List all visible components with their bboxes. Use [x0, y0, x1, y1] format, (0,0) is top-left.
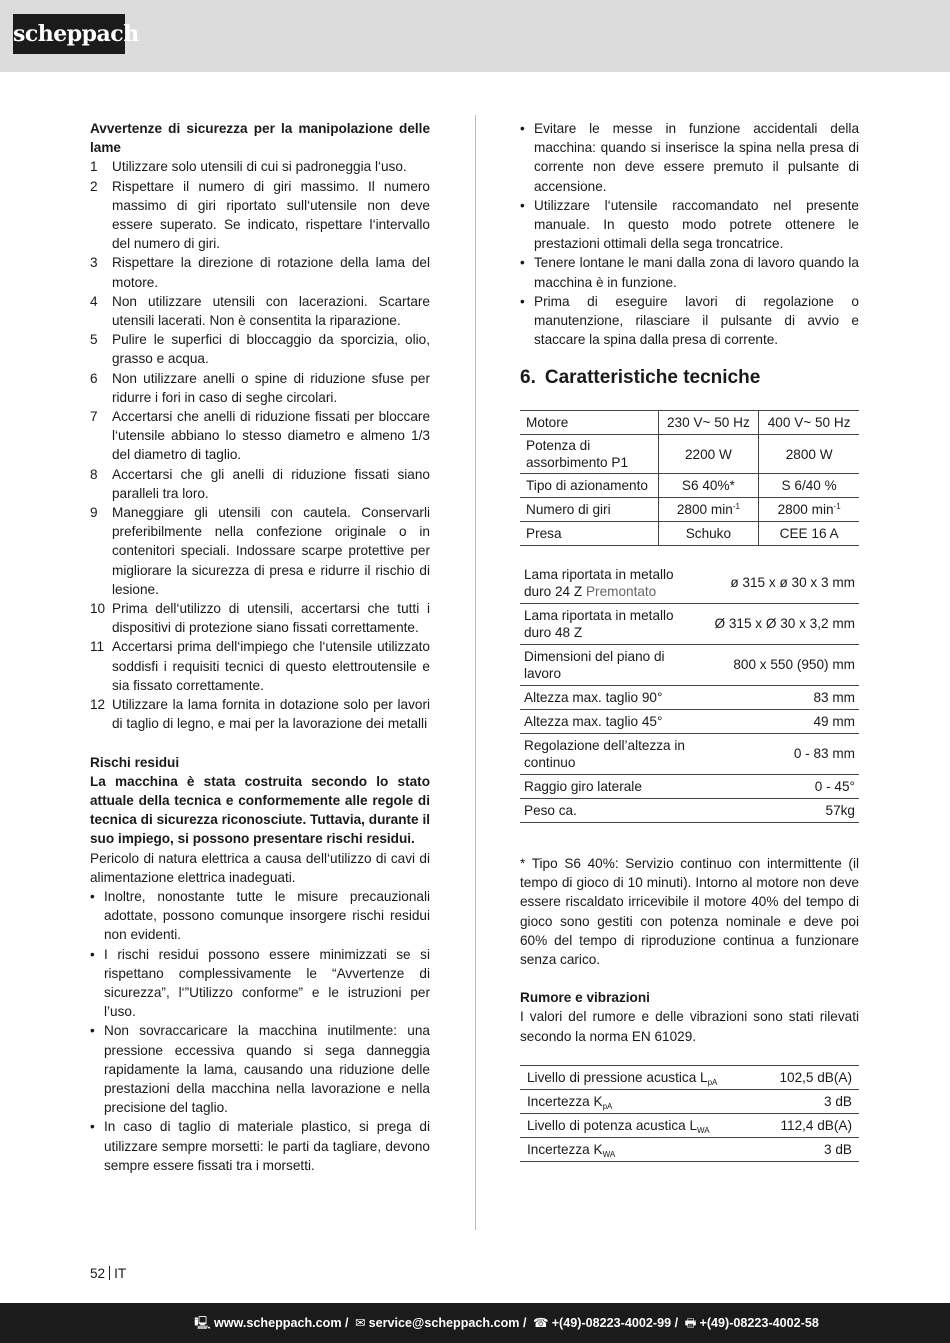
list-item: [90, 1117, 430, 1175]
table-row: [520, 1137, 859, 1161]
noise-label-text: Incertezza K: [527, 1093, 603, 1109]
spec-label-text: Altezza max. taglio 90°: [524, 689, 663, 705]
spec-label: [520, 709, 700, 733]
spec-label: [520, 774, 700, 798]
noise-heading: Rumore e vibrazioni: [520, 990, 650, 1006]
motor-cell: Potenza di assorbimento P1: [526, 438, 629, 471]
item-text: Evitare le messe in funzione accidentali della macchina: quando si inserisce la spina nella presa di corrente non deve essere premuto il pulsante di accensione.: [534, 121, 859, 194]
list-item: [90, 637, 430, 695]
spec-label: [520, 603, 700, 644]
bullet-icon: •: [90, 1023, 95, 1039]
bullet-icon: •: [90, 1119, 95, 1135]
item-number: 9: [90, 505, 98, 521]
noise-label: [520, 1137, 758, 1161]
bullet-icon: •: [90, 946, 95, 962]
left-column: [90, 119, 430, 1175]
item-number: 10: [90, 601, 106, 617]
column-divider: [475, 115, 476, 1230]
spec-label-text: Lama riportata in metallo duro 48 Z: [524, 607, 674, 640]
list-item: [90, 945, 430, 1022]
spec-value: 800 x 550 (950) mm: [733, 657, 855, 673]
list-item: [90, 1021, 430, 1117]
section-title: Caratteristiche tecniche: [544, 367, 761, 389]
list-item: [520, 119, 859, 196]
safety-heading: Avvertenze di sicurezza per la manipolazione delle lame: [90, 121, 430, 156]
item-number: 5: [90, 332, 98, 348]
spec-label: [520, 562, 700, 603]
page-header: [0, 0, 950, 72]
item-number: 8: [90, 466, 98, 482]
item-number: 7: [90, 409, 98, 425]
list-item: [90, 407, 430, 465]
motor-table: [520, 410, 859, 546]
list-item: [90, 253, 430, 291]
spec-label-text: Lama riportata in metallo duro 24 Z: [524, 566, 674, 599]
item-number: 6: [90, 370, 98, 386]
table-row: [520, 685, 859, 709]
item-text: Non sovraccaricare la macchina inutilmente: una pressione eccessiva quando si sega danneggia rapidamente la lama, causando una riduzione delle prestazioni della macchina nella lavorazione e nella precisione del taglio.: [104, 1023, 430, 1116]
list-item: [90, 177, 430, 254]
motor-cell: Schuko: [658, 522, 759, 546]
bullet-icon: •: [520, 255, 525, 271]
spec-label-text: Regolazione dell’altezza in continuo: [524, 737, 685, 770]
item-text: Pulire le superfici di bloccaggio da sporcizia, olio, grasso e acqua.: [112, 332, 430, 367]
noise-label-sub: WA: [602, 1149, 616, 1159]
item-text: Utilizzare la lama fornita in dotazione solo per lavori di taglio di legno, e mai per la lavorazione dei metalli: [112, 697, 430, 732]
item-text: Non utilizzare anelli o spine di riduzione sfuse per ridurre i fori in caso di seghe circolari.: [112, 370, 430, 405]
noise-value: 3 dB: [824, 1093, 852, 1109]
item-text: Maneggiare gli utensili con cautela. Conservarli preferibilmente nella confezione originale o in contenitori speciali. Indossare scarpe protettive per migliorare la sicurezza di presa e ridurre il rischio di lesione.: [112, 505, 430, 597]
item-text: Utilizzare l‘utensile raccomandato nel presente manuale. In questo modo potrete ottenere le prestazioni ottimali della sega troncatrice.: [534, 197, 859, 252]
footer-email[interactable]: service@scheppach.com /: [368, 1316, 527, 1330]
motor-cell: CEE 16 A: [759, 522, 859, 546]
precaution-bullet-list: [520, 119, 859, 349]
motor-cell: 2200 W: [658, 435, 759, 474]
scheppach-logo: scheppach: [13, 14, 125, 54]
noise-text: I valori del rumore e delle vibrazioni sono stati rilevati secondo la norma EN 61029.: [520, 1009, 859, 1044]
residual-heading: Rischi residui: [90, 754, 180, 770]
mail-icon: ✉: [355, 1316, 366, 1330]
motor-cell-rpm: 2800 $\min^{-1}$: [658, 498, 759, 522]
table-row: [520, 562, 859, 603]
item-text: Rispettare il numero di giri massimo. Il numero massimo di giri riportato sull‘utensile non deve essere superato. Se indicato, rispettare l‘intervallo del numero di giri.: [112, 178, 430, 252]
spec-value: 57kg: [825, 802, 855, 818]
spec-value: 83 mm: [813, 689, 855, 705]
motor-cell: Tipo di azionamento: [526, 478, 648, 494]
spec-value: Ø 315 x Ø 30 x 3,2 mm: [714, 616, 855, 632]
spec-label: [520, 685, 700, 709]
list-item: [90, 330, 430, 368]
item-text: Tenere lontane le mani dalla zona di lavoro quando la macchina è in funzione.: [534, 255, 859, 290]
motor-head-230: 230 V~ 50 Hz: [658, 411, 759, 435]
motor-cell: S 6/40 %: [759, 474, 859, 498]
list-item: [90, 887, 430, 945]
safety-list: [90, 157, 430, 733]
bullet-icon: •: [520, 197, 525, 213]
residual-text: Pericolo di natura elettrica a causa dell‘utilizzo di cavi di alimentazione elettrica inadeguati.: [90, 850, 430, 885]
motor-head-label: Motore: [526, 415, 569, 431]
spec-table: [520, 562, 859, 823]
section-heading: [520, 366, 859, 390]
noise-value: 3 dB: [824, 1141, 852, 1157]
spec-label-extra: Premontato: [585, 583, 657, 599]
item-text: Prima di eseguire lavori di regolazione o manutenzione, rilasciare il pulsante di avvio e staccare la spina dalla presa di corrente.: [534, 293, 859, 348]
table-row: [520, 1089, 859, 1113]
right-column: [520, 119, 859, 1162]
bullet-icon: •: [90, 888, 95, 904]
table-row: [520, 474, 859, 498]
spec-label-text: Peso ca.: [524, 802, 577, 818]
motor-cell: S6 40%*: [658, 474, 759, 498]
item-text: I rischi residui possono essere minimizzati se si rispettano complessivamente le “Avvertenze di sicurezza”, l‘”Utilizzo conforme” e le istruzioni per l’uso.: [104, 946, 430, 1020]
list-item: [90, 599, 430, 637]
footnote: * Tipo S6 40%: Servizio continuo con intermittente (il tempo di gioco di 10 minuti). Intorno al motore non deve essere riscaldato irricevibile il motore 40% del tempo di gioco sono gestiti con potenza nominale e deve poi 60% del tempo di riproduzione continua a funzionare senza carico.: [520, 855, 859, 967]
noise-label-sub: WA: [697, 1125, 710, 1135]
noise-value: 112,4 dB(A): [780, 1117, 852, 1133]
bullet-icon: •: [520, 121, 525, 136]
spec-value: 49 mm: [813, 713, 855, 729]
motor-cell: 2800 W: [759, 435, 859, 474]
spec-value: ø 315 x ø 30 x 3 mm: [730, 575, 855, 591]
table-row: [520, 522, 859, 546]
noise-label: [520, 1089, 758, 1113]
item-text: Accertarsi prima dell‘impiego che l‘utensile utilizzato soddisfi i requisiti tecnici di questo elettroutensile e sia fissato correttamente.: [112, 639, 430, 693]
residual-intro: La macchina è stata costruita secondo lo stato attuale della tecnica e conformemente alle regole di tecnica di sicurezza riconosciute. Tuttavia, durante il suo impiego, si possono presentare rischi residui.: [90, 773, 430, 847]
table-row: [520, 1065, 859, 1089]
list-item: [90, 695, 430, 733]
motor-head-400: 400 V~ 50 Hz: [759, 411, 859, 435]
noise-value: 102,5 dB(A): [779, 1069, 852, 1085]
page-footer: [0, 1303, 950, 1343]
item-text: Prima dell‘utilizzo di utensili, accertarsi che tutti i dispositivi di protezione siano fissati correttamente.: [112, 601, 430, 636]
table-row: [520, 644, 859, 685]
noise-label-text: Livello di pressione acustica L: [527, 1069, 708, 1085]
item-text: Accertarsi che gli anelli di riduzione fissati siano paralleli tra loro.: [112, 466, 430, 501]
motor-cell-rpm: 2800 $\min^{-1}$: [759, 498, 859, 522]
item-text: Non utilizzare utensili con lacerazioni. Scartare utensili lacerati. Non è consentita la riparazione.: [112, 293, 430, 329]
footer-fax: +(49)-08223-4002-58: [699, 1316, 819, 1330]
monitor-icon: 🖳: [194, 1316, 211, 1330]
item-text: Inoltre, nonostante tutte le misure precauzionali adottate, possono comunque insorgere rischi residui non evidenti.: [104, 888, 430, 943]
list-item: [90, 465, 430, 503]
table-row: [520, 709, 859, 733]
list-item: [520, 196, 859, 254]
spec-label-text: Altezza max. taglio 45°: [524, 713, 663, 729]
noise-label-sub: pA: [602, 1101, 613, 1111]
motor-table-head: [520, 411, 859, 435]
table-row: [520, 733, 859, 774]
item-number: 12: [90, 697, 106, 713]
list-item: [520, 292, 859, 350]
list-item: [90, 503, 430, 599]
list-item: [520, 253, 859, 291]
noise-label-sub: pA: [707, 1077, 718, 1087]
noise-table: [520, 1065, 859, 1162]
residual-bullet-list: [90, 887, 430, 1175]
item-text: Accertarsi che anelli di riduzione fissati per bloccare l‘utensile abbiano lo stesso diametro e almeno 1/3 del diametro di taglio.: [112, 409, 430, 463]
item-text: Rispettare la direzione di rotazione della lama del motore.: [112, 255, 430, 290]
item-text: Utilizzare solo utensili di cui si padroneggia l‘uso.: [112, 159, 407, 175]
item-text: In caso di taglio di materiale plastico, si prega di utilizzare sempre morsetti: le parti da tagliare, devono sempre essere fissati tra i morsetti.: [104, 1119, 430, 1173]
item-number: 3: [90, 255, 98, 271]
noise-label: [520, 1065, 758, 1089]
section-number: 6.: [520, 367, 536, 389]
table-row: [520, 603, 859, 644]
noise-label: [520, 1113, 758, 1137]
spec-label: [520, 644, 700, 685]
table-row: [520, 798, 859, 822]
item-number: 4: [90, 293, 98, 309]
item-number: 11: [90, 639, 105, 655]
spec-label: [520, 733, 700, 774]
table-row: [520, 435, 859, 474]
bullet-icon: •: [520, 293, 525, 309]
spec-value: 0 - 45°: [814, 778, 855, 794]
spec-label-text: Raggio giro laterale: [524, 778, 642, 794]
spec-value: 0 - 83 mm: [793, 746, 855, 762]
page-number: 52 IT: [90, 1266, 127, 1281]
list-item: [90, 369, 430, 407]
list-item: [90, 157, 430, 176]
motor-cell: Numero di giri: [526, 502, 611, 518]
footer-web[interactable]: www.scheppach.com /: [213, 1316, 349, 1330]
fax-icon: 🖶: [684, 1316, 697, 1330]
item-number: 2: [90, 178, 98, 194]
table-row: [520, 774, 859, 798]
phone-icon: ☎: [533, 1316, 549, 1330]
table-row: [520, 498, 859, 522]
spec-label: [520, 798, 700, 822]
noise-label-text: Incertezza K: [527, 1141, 603, 1157]
item-number: 1: [90, 159, 98, 175]
footer-phone: +(49)-08223-4002-99 /: [551, 1316, 679, 1330]
table-row: [520, 1113, 859, 1137]
list-item: [90, 292, 430, 330]
motor-cell: Presa: [526, 526, 562, 542]
spec-label-text: Dimensioni del piano di lavoro: [524, 648, 665, 681]
noise-label-text: Livello di potenza acustica L: [527, 1117, 698, 1133]
